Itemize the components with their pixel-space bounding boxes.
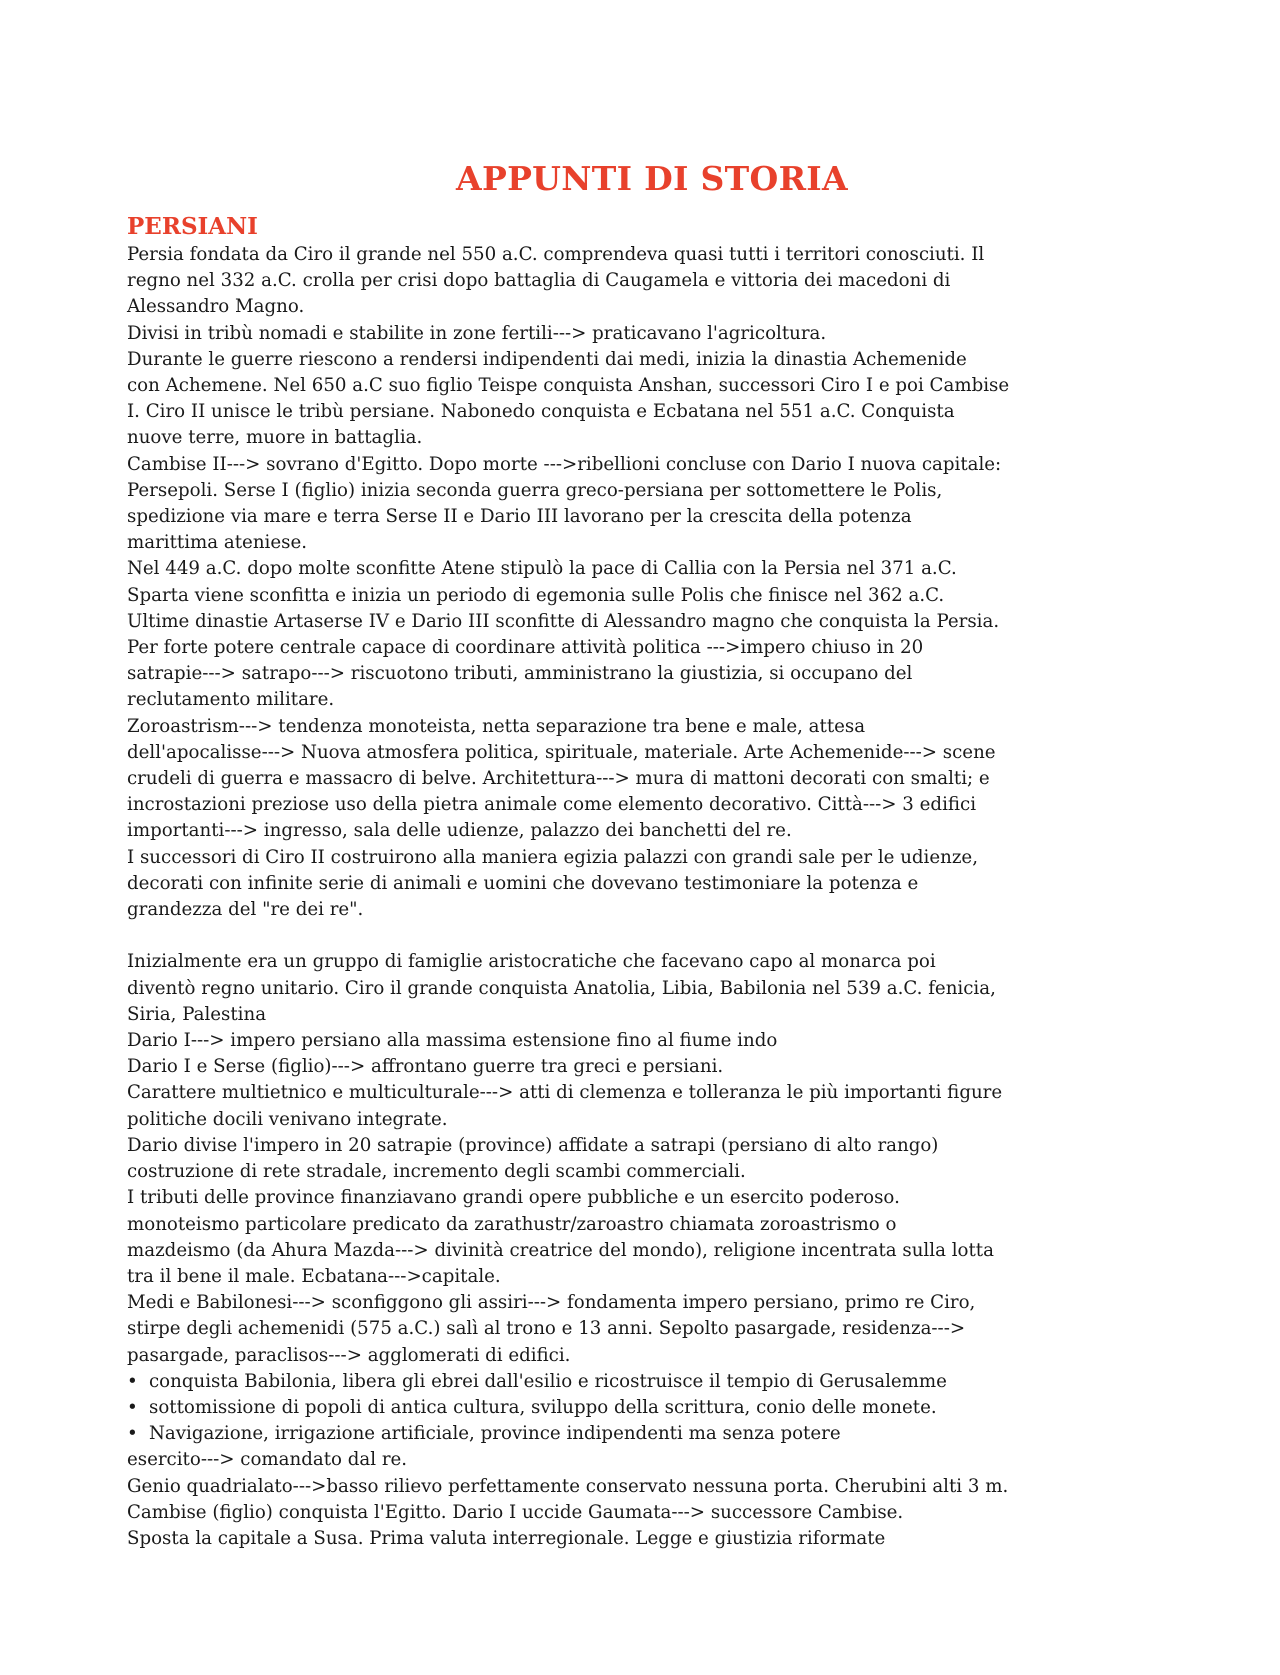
section-body (127, 242, 1167, 1552)
section-heading: PERSIANI (127, 213, 258, 240)
text-line: crudeli di guerra e massacro di belve. Architettura---> mura di mattoni decorati con smalti; e (127, 768, 990, 790)
text-line: marittima ateniese. (127, 532, 307, 554)
text-line: Persepoli. Serse I (figlio) inizia seconda guerra greco-persiana per sottomettere le Polis, (127, 479, 943, 501)
document-page (127, 150, 1167, 1552)
bullet-item (127, 1395, 1167, 1421)
text-line: Carattere multietnico e multiculturale---> atti di clemenza e tolleranza le più importanti figure (127, 1082, 1003, 1104)
text-line: Alessandro Magno. (127, 296, 305, 318)
text-line: esercito---> comandato dal re. (127, 1449, 408, 1471)
bullet-text: Navigazione, irrigazione artificiale, province indipendenti ma senza potere (149, 1423, 841, 1445)
text-line: reclutamento militare. (127, 689, 335, 711)
text-line: Sposta la capitale a Susa. Prima valuta interregionale. Legge e giustizia riformate (127, 1527, 886, 1549)
text-line: Inizialmente era un gruppo di famiglie aristocratiche che facevano capo al monarca poi (127, 951, 936, 973)
text-line: Siria, Palestina (127, 1003, 267, 1025)
bullet-text: sottomissione di popoli di antica cultura, sviluppo della scrittura, conio delle monete. (149, 1396, 937, 1418)
text-line: decorati con infinite serie di animali e uomini che dovevano testimoniare la potenza e (127, 872, 919, 894)
bullet-icon: • (127, 1370, 138, 1392)
text-line: Nel 449 a.C. dopo molte sconfitte Atene stipulò la pace di Callia con la Persia nel 371 a.C. (127, 558, 957, 580)
paragraph-spacer (127, 923, 1167, 949)
text-line: I successori di Ciro II costruirono alla maniera egizia palazzi con grandi sale per le udienze, (127, 846, 978, 868)
text-line: con Achemene. Nel 650 a.C suo figlio Teispe conquista Anshan, successori Ciro I e poi Cambise (127, 375, 1010, 397)
bullet-list (127, 1369, 1167, 1448)
text-line: satrapie---> satrapo---> riscuotono tributi, amministrano la giustizia, si occupano del (127, 663, 913, 685)
text-line: Durante le guerre riescono a rendersi indipendenti dai medi, inizia la dinastia Achemenide (127, 348, 967, 370)
text-line: dell'apocalisse---> Nuova atmosfera politica, spirituale, materiale. Arte Achemenide---> scene (127, 741, 996, 763)
text-line: importanti---> ingresso, sala delle udienze, palazzo dei banchetti del re. (127, 820, 792, 842)
bullet-text: conquista Babilonia, libera gli ebrei dall'esilio e ricostruisce il tempio di Gerusalemme (149, 1370, 947, 1392)
text-line: Per forte potere centrale capace di coordinare attività politica --->impero chiuso in 20 (127, 637, 924, 659)
text-line: Genio quadrialato--->basso rilievo perfettamente conservato nessuna porta. Cherubini alti 3 m. (127, 1475, 1009, 1497)
paragraph-block-3 (127, 1447, 1167, 1552)
text-line: pasargade, paraclisos---> agglomerati di edifici. (127, 1344, 571, 1366)
text-line: mazdeismo (da Ahura Mazda---> divinità creatrice del mondo), religione incentrata sulla lotta (127, 1239, 994, 1261)
text-line: spedizione via mare e terra Serse II e Dario III lavorano per la crescita della potenza (127, 506, 912, 528)
text-line: Ultime dinastie Artaserse IV e Dario III sconfitte di Alessandro magno che conquista la Persia. (127, 610, 1000, 632)
document-title: APPUNTI DI STORIA (456, 159, 848, 198)
text-line: tra il bene il male. Ecbatana--->capitale. (127, 1265, 501, 1287)
text-line: incrostazioni preziose uso della pietra animale come elemento decorativo. Città---> 3 edifici (127, 794, 977, 816)
text-line: Cambise II---> sovrano d'Egitto. Dopo morte --->ribellioni concluse con Dario I nuova capitale: (127, 453, 1002, 475)
text-line: costruzione di rete stradale, incremento degli scambi commerciali. (127, 1161, 746, 1183)
text-line: monoteismo particolare predicato da zarathustr/zaroastro chiamata zoroastrismo o (127, 1213, 897, 1235)
paragraph-block-1 (127, 242, 1167, 923)
text-line: grandezza del "re dei re". (127, 899, 364, 921)
text-line: Divisi in tribù nomadi e stabilite in zone fertili---> praticavano l'agricoltura. (127, 322, 827, 344)
text-line: Dario I---> impero persiano alla massima estensione fino al fiume indo (127, 1030, 778, 1052)
text-line: Dario I e Serse (figlio)---> affrontano guerre tra greci e persiani. (127, 1056, 724, 1078)
text-line: nuove terre, muore in battaglia. (127, 427, 423, 449)
text-line: I. Ciro II unisce le tribù persiane. Nabonedo conquista e Ecbatana nel 551 a.C. Conquista (127, 401, 955, 423)
text-line: stirpe degli achemenidi (575 a.C.) salì al trono e 13 anni. Sepolto pasargade, residenza---> (127, 1318, 966, 1340)
bullet-icon: • (127, 1396, 138, 1418)
text-line: Zoroastrism---> tendenza monoteista, netta separazione tra bene e male, attesa (127, 715, 866, 737)
text-line: Cambise (figlio) conquista l'Egitto. Dario I uccide Gaumata---> successore Cambise. (127, 1501, 904, 1523)
text-line: Medi e Babilonesi---> sconfiggono gli assiri---> fondamenta impero persiano, primo re Ciro, (127, 1292, 976, 1314)
text-line: Persia fondata da Ciro il grande nel 550 a.C. comprendeva quasi tutti i territori conosciuti. Il (127, 244, 985, 265)
bullet-item (127, 1421, 1167, 1447)
text-line: diventò regno unitario. Ciro il grande conquista Anatolia, Libia, Babilonia nel 539 a.C. fenicia, (127, 977, 996, 999)
text-line: politiche docili venivano integrate. (127, 1108, 448, 1130)
bullet-icon: • (127, 1423, 138, 1445)
paragraph-block-2 (127, 949, 1167, 1368)
text-line: Sparta viene sconfitta e inizia un periodo di egemonia sulle Polis che finisce nel 362 a.C. (127, 584, 945, 606)
text-line: regno nel 332 a.C. crolla per crisi dopo battaglia di Caugamela e vittoria dei macedoni di (127, 270, 951, 292)
text-line: I tributi delle province finanziavano grandi opere pubbliche e un esercito poderoso. (127, 1187, 900, 1209)
bullet-item (127, 1369, 1167, 1395)
text-line: Dario divise l'impero in 20 satrapie (province) affidate a satrapi (persiano di alto rango) (127, 1134, 939, 1156)
